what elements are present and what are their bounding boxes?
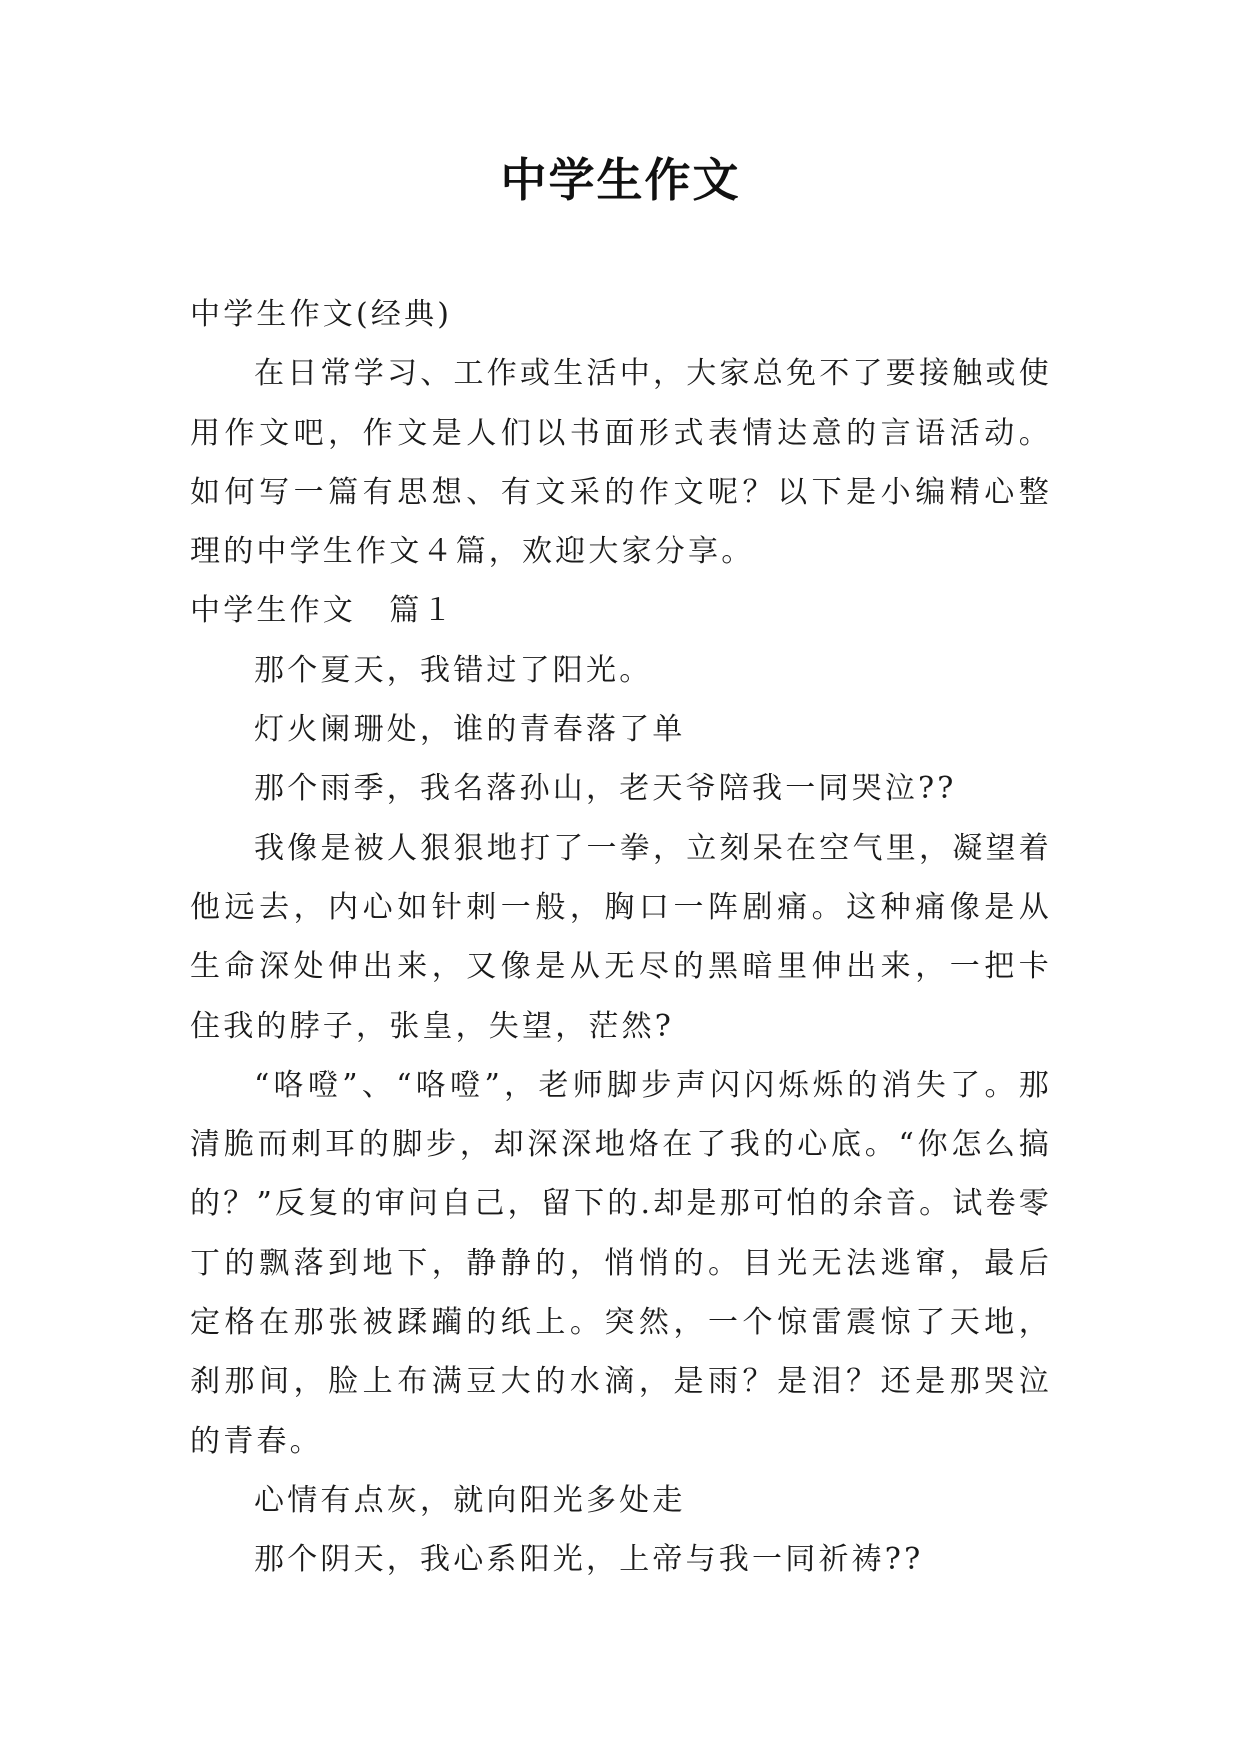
body-paragraph: 我像是被人狠狠地打了一拳，立刻呆在空气里，凝望着他远去，内心如针刺一般，胸口一阵剧痛。这种痛像是从生命深处伸出来，又像是从无尽的黑暗里伸出来，一把卡住我的脖子，张皇，失望，茫然? (190, 830, 1052, 1044)
document-title: 中学生作文 (500, 153, 741, 207)
body-paragraph: 那个夏天，我错过了阳光。 (254, 652, 653, 688)
body-paragraph: 那个雨季，我名落孙山，老天爷陪我一同哭泣?? (254, 771, 957, 807)
intro-paragraph: 在日常学习、工作或生活中，大家总免不了要接触或使用作文吧，作文是人们以书面形式表情达意的言语活动。如何写一篇有思想、有文采的作文呢？以下是小编精心整理的中学生作文４篇，欢迎大家分享。 (190, 356, 1052, 570)
subtitle-paragraph: 中学生作文(经典) (190, 297, 453, 332)
document-body (190, 285, 1052, 1590)
body-paragraph: “咯噔”、“咯噔”，老师脚步声闪闪烁烁的消失了。那清脆而刺耳的脚步，却深深地烙在了我的心底。“你怎么搞的？”反复的审问自己，留下的.却是那可怕的余音。试卷零丁的飘落到地下，静静的，悄悄的。目光无法逃窜，最后定格在那张被蹂躏的纸上。突然，一个惊雷震惊了天地，刹那间，脸上布满豆大的水滴，是雨？是泪？还是那哭泣的青春。 (190, 1067, 1052, 1459)
section-heading: 中学生作文 篇１ (190, 593, 456, 629)
body-paragraph: 那个阴天，我心系阳光，上帝与我一同祈祷?? (254, 1542, 924, 1578)
body-paragraph: 心情有点灰，就向阳光多处走 (254, 1482, 686, 1518)
body-paragraph: 灯火阑珊处，谁的青春落了单 (254, 712, 686, 748)
